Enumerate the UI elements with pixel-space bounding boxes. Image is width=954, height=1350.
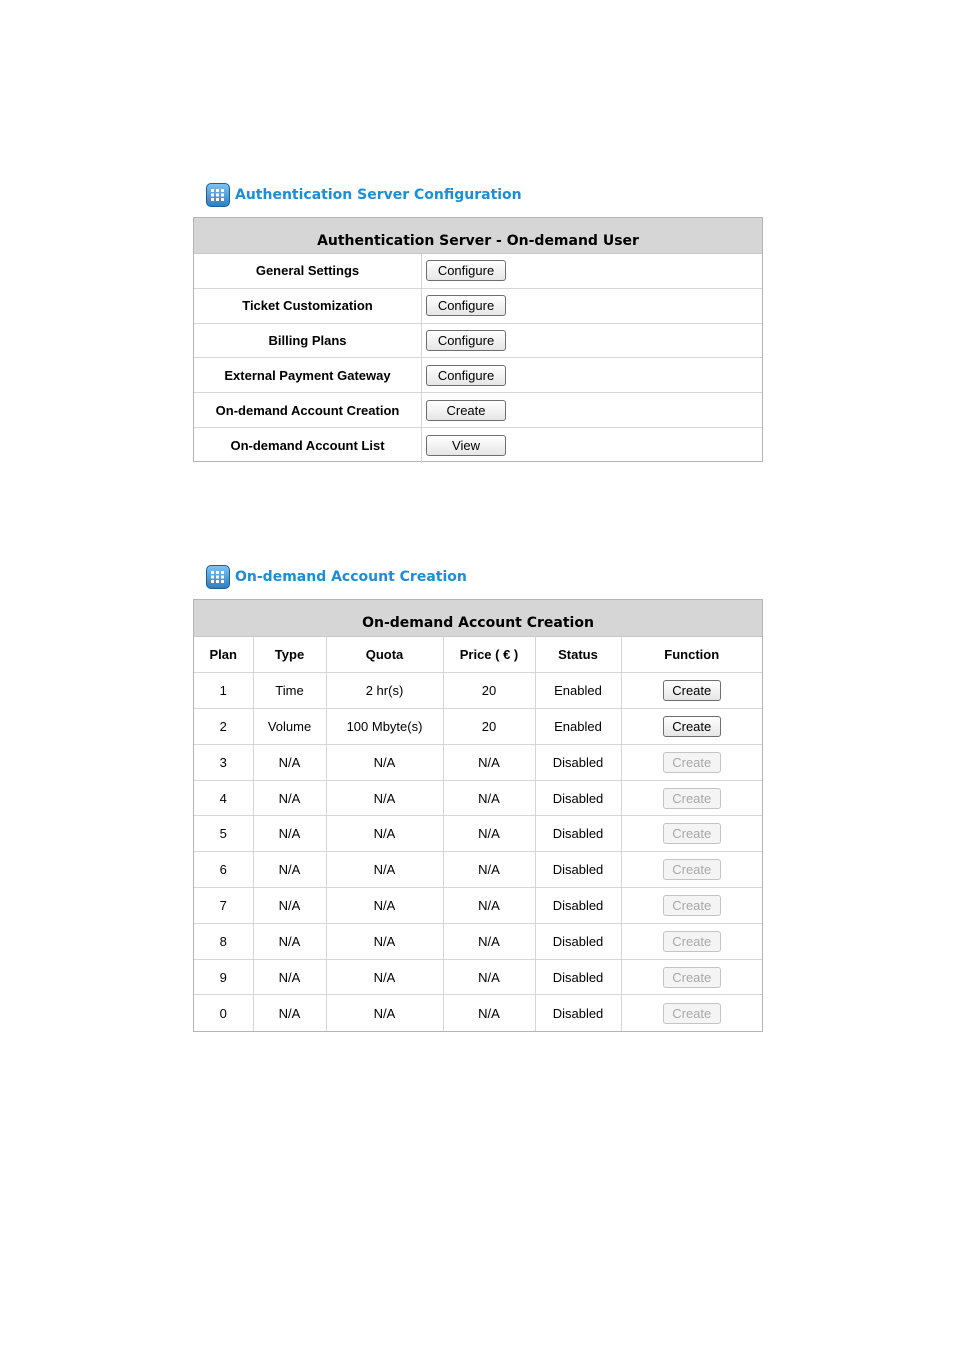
- plan-create-button[interactable]: Create: [663, 716, 721, 737]
- plan-type-cell: N/A: [253, 995, 326, 1031]
- plan-status-cell: Disabled: [535, 816, 621, 852]
- plan-plan-cell: 2: [194, 709, 253, 745]
- plan-price-cell: 20: [443, 673, 535, 709]
- plan-price-cell: N/A: [443, 744, 535, 780]
- table-row: [194, 673, 762, 709]
- plans-table: [194, 637, 762, 1031]
- plan-quota-cell: N/A: [326, 852, 443, 888]
- plan-function-cell: [621, 995, 762, 1031]
- plan-plan-cell: 7: [194, 888, 253, 924]
- plan-create-button: Create: [663, 931, 721, 952]
- plan-create-button: Create: [663, 967, 721, 988]
- setting-label-general-settings: General Settings: [194, 254, 422, 288]
- plan-plan-cell: 9: [194, 959, 253, 995]
- plan-plan-cell: 3: [194, 744, 253, 780]
- auth-server-panel: [193, 217, 763, 462]
- plan-plan-cell: 1: [194, 673, 253, 709]
- setting-action-cell: [422, 289, 762, 323]
- plan-price-cell: 20: [443, 709, 535, 745]
- plan-price-cell: N/A: [443, 816, 535, 852]
- plan-plan-cell: 4: [194, 780, 253, 816]
- create-section-title: [206, 564, 467, 590]
- plan-function-cell: [621, 852, 762, 888]
- column-header: Plan: [194, 637, 253, 673]
- plan-create-button: Create: [663, 752, 721, 773]
- column-header: Type: [253, 637, 326, 673]
- auth-panel-header: Authentication Server - On-demand User: [194, 218, 762, 254]
- plan-quota-cell: N/A: [326, 780, 443, 816]
- external-payment-gateway-configure-button[interactable]: Configure: [426, 365, 506, 386]
- plan-type-cell: N/A: [253, 852, 326, 888]
- plan-price-cell: N/A: [443, 780, 535, 816]
- plan-function-cell: [621, 816, 762, 852]
- plan-price-cell: N/A: [443, 923, 535, 959]
- auth-settings-row: [194, 324, 762, 359]
- plan-create-button: Create: [663, 788, 721, 809]
- auth-settings-row: [194, 254, 762, 289]
- plan-price-cell: N/A: [443, 959, 535, 995]
- plan-type-cell: Time: [253, 673, 326, 709]
- plan-status-cell: Disabled: [535, 744, 621, 780]
- plan-status-cell: Disabled: [535, 780, 621, 816]
- plan-type-cell: N/A: [253, 923, 326, 959]
- plan-function-cell: [621, 780, 762, 816]
- setting-action-cell: [422, 324, 762, 358]
- general-settings-configure-button[interactable]: Configure: [426, 260, 506, 281]
- create-panel-header: On-demand Account Creation: [194, 600, 762, 637]
- column-header: Status: [535, 637, 621, 673]
- plan-create-button: Create: [663, 895, 721, 916]
- plan-type-cell: Volume: [253, 709, 326, 745]
- plan-type-cell: N/A: [253, 744, 326, 780]
- column-header: Quota: [326, 637, 443, 673]
- plan-type-cell: N/A: [253, 959, 326, 995]
- plan-create-button: Create: [663, 1003, 721, 1024]
- setting-label-on-demand-account-creation: On-demand Account Creation: [194, 393, 422, 427]
- plan-function-cell: [621, 923, 762, 959]
- setting-label-ticket-customization: Ticket Customization: [194, 289, 422, 323]
- plan-type-cell: N/A: [253, 888, 326, 924]
- column-header: Function: [621, 637, 762, 673]
- setting-label-on-demand-account-list: On-demand Account List: [194, 428, 422, 463]
- table-row: [194, 959, 762, 995]
- auth-settings-row: [194, 393, 762, 428]
- plan-status-cell: Disabled: [535, 923, 621, 959]
- plan-quota-cell: N/A: [326, 816, 443, 852]
- table-row: [194, 780, 762, 816]
- plan-plan-cell: 0: [194, 995, 253, 1031]
- table-row: [194, 744, 762, 780]
- setting-action-cell: [422, 358, 762, 392]
- setting-label-external-payment-gateway: External Payment Gateway: [194, 358, 422, 392]
- plan-function-cell: [621, 888, 762, 924]
- table-row: [194, 923, 762, 959]
- create-section-title-text: On-demand Account Creation: [235, 569, 467, 585]
- on-demand-account-creation-create-button[interactable]: Create: [426, 400, 506, 421]
- auth-section-title-text: Authentication Server Configuration: [235, 187, 522, 203]
- plan-create-button: Create: [663, 823, 721, 844]
- plan-plan-cell: 5: [194, 816, 253, 852]
- plan-quota-cell: N/A: [326, 923, 443, 959]
- plan-quota-cell: 2 hr(s): [326, 673, 443, 709]
- setting-action-cell: [422, 254, 762, 288]
- plan-quota-cell: N/A: [326, 959, 443, 995]
- plan-function-cell: [621, 709, 762, 745]
- plan-plan-cell: 8: [194, 923, 253, 959]
- plan-price-cell: N/A: [443, 995, 535, 1031]
- plan-status-cell: Enabled: [535, 673, 621, 709]
- auth-section-title: [206, 182, 522, 208]
- plan-type-cell: N/A: [253, 780, 326, 816]
- plan-function-cell: [621, 673, 762, 709]
- plan-status-cell: Disabled: [535, 959, 621, 995]
- ticket-customization-configure-button[interactable]: Configure: [426, 295, 506, 316]
- plan-create-button: Create: [663, 859, 721, 880]
- grid-icon: [206, 183, 230, 207]
- on-demand-account-list-view-button[interactable]: View: [426, 435, 506, 456]
- plan-function-cell: [621, 959, 762, 995]
- plan-type-cell: N/A: [253, 816, 326, 852]
- plan-price-cell: N/A: [443, 888, 535, 924]
- billing-plans-configure-button[interactable]: Configure: [426, 330, 506, 351]
- auth-settings-row: [194, 358, 762, 393]
- plan-status-cell: Disabled: [535, 995, 621, 1031]
- table-row: [194, 852, 762, 888]
- auth-settings-row: [194, 289, 762, 324]
- table-row: [194, 709, 762, 745]
- account-creation-panel: [193, 599, 763, 1032]
- plan-status-cell: Disabled: [535, 852, 621, 888]
- plan-quota-cell: N/A: [326, 888, 443, 924]
- plan-quota-cell: N/A: [326, 744, 443, 780]
- setting-label-billing-plans: Billing Plans: [194, 324, 422, 358]
- plan-function-cell: [621, 744, 762, 780]
- plan-price-cell: N/A: [443, 852, 535, 888]
- plans-table-header: [194, 637, 762, 673]
- plan-plan-cell: 6: [194, 852, 253, 888]
- table-row: [194, 995, 762, 1031]
- table-row: [194, 816, 762, 852]
- setting-action-cell: [422, 428, 762, 463]
- plan-create-button[interactable]: Create: [663, 680, 721, 701]
- setting-action-cell: [422, 393, 762, 427]
- grid-icon: [206, 565, 230, 589]
- plan-quota-cell: N/A: [326, 995, 443, 1031]
- table-row: [194, 888, 762, 924]
- auth-settings-row: [194, 428, 762, 463]
- plan-status-cell: Enabled: [535, 709, 621, 745]
- plan-status-cell: Disabled: [535, 888, 621, 924]
- auth-settings-list: [194, 254, 762, 463]
- column-header: Price ( € ): [443, 637, 535, 673]
- plan-quota-cell: 100 Mbyte(s): [326, 709, 443, 745]
